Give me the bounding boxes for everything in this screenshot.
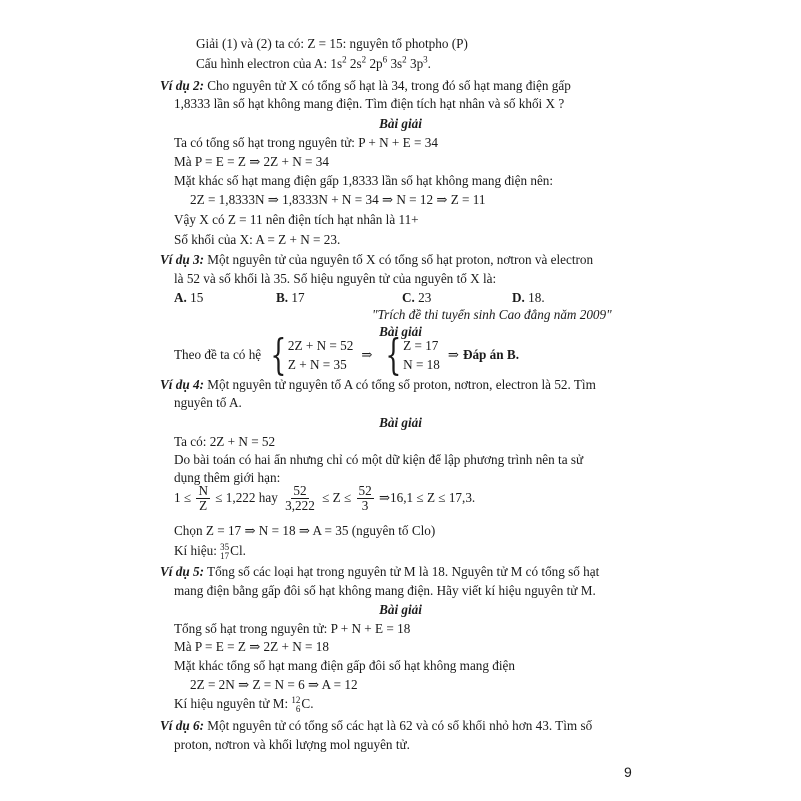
text-line: 2Z = 2N ⇒ Z = N = 6 ⇒ A = 12 — [190, 677, 358, 692]
text-line: Mà P = E = Z ⇒ 2Z + N = 18 — [174, 639, 329, 654]
example-5-line-2: mang điện bằng gấp đôi số hạt không mang điện. Hãy viết kí hiệu nguyên tử M. — [174, 583, 596, 598]
example-4-line-2: nguyên tố A. — [174, 395, 242, 410]
text-line: Ta có tổng số hạt trong nguyên tử: P + N + E = 34 — [174, 135, 438, 150]
example-label: Ví dụ 4: — [160, 377, 204, 392]
example-3-line-1: Ví dụ 3: Một nguyên tử của nguyên tố X có tổng số hạt proton, nơtron và electron — [160, 252, 594, 267]
text-line: 2Z = 1,8333N ⇒ 1,8333N + N = 34 ⇒ N = 12 ⇒ Z = 11 — [190, 192, 486, 207]
text-line: Ta có: 2Z + N = 52 — [174, 434, 276, 449]
text-line: dụng thêm giới hạn: — [174, 470, 281, 485]
text-line: Giải (1) và (2) ta có: Z = 15: nguyên tố photpho (P) — [196, 36, 468, 51]
text-line: Mặt khác tổng số hạt mang điện gấp đôi số hạt không mang điện — [174, 658, 515, 673]
text-line: Chọn Z = 17 ⇒ N = 18 ⇒ A = 35 (nguyên tố Clo) — [174, 523, 436, 538]
example-5-line-1: Ví dụ 5: Tổng số các loại hạt trong nguyên tử M là 18. Nguyên tử M có tổng số hạt — [160, 564, 600, 579]
text-line: Mặt khác số hạt mang điện gấp 1,8333 lần số hạt không mang điện nên: — [174, 173, 554, 188]
example-label: Ví dụ 3: — [160, 252, 204, 267]
answer: Đáp án B. — [462, 347, 520, 362]
text-line: Do bài toán có hai ẩn nhưng chỉ có một dữ kiện để lập phương trình nên ta sử — [174, 452, 584, 467]
text-line: Số khối của X: A = Z + N = 23. — [174, 232, 341, 247]
example-label: Ví dụ 5: — [160, 564, 204, 579]
equation-system: Theo đề ta có hệ { 2Z + N = 52 Z + N = 35 ⇒ { Z = 17 N = 18 ⇒ Đáp án B. — [174, 330, 520, 379]
inequality: 1 ≤ $\frac{N}{Z}$ ≤ 1,222 hay $\frac{52}{3,222}$ ≤ Z ≤ $\frac{52}{3}$ ⇒16,1 ≤ Z ≤ 17,3. — [174, 483, 476, 514]
text-line: Tổng số hạt trong nguyên tử: P + N + E = 18 — [174, 621, 411, 636]
element-symbol-line: Kí hiệu: 35 17 Cl. — [174, 541, 246, 561]
example-6-line-1: Ví dụ 6: Một nguyên tử có tổng số các hạt là 62 và có số khối nhỏ hơn 43. Tìm số — [160, 718, 593, 733]
electron-config-line: Cấu hình electron của A: $1s^2$ $2s^2$ $2p^6$ $3s^2$ $3p^3$. — [196, 54, 431, 71]
example-2-line-2: 1,8333 lần số hạt không mang điện. Tìm điện tích hạt nhân và số khối X ? — [174, 96, 565, 111]
exam-source: "Trích đề thi tuyển sinh Cao đẳng năm 2009" — [372, 307, 612, 322]
example-4-line-1: Ví dụ 4: Một nguyên tử nguyên tố A có tổng số proton, nơtron, electron là 52. Tìm — [160, 377, 596, 392]
text-line: Mà P = E = Z ⇒ 2Z + N = 34 — [174, 154, 329, 169]
example-3-line-2: là 52 và số khối là 35. Số hiệu nguyên tử của nguyên tố X là: — [174, 271, 497, 286]
example-2-line-1: Ví dụ 2: Cho nguyên tử X có tổng số hạt là 34, trong đó số hạt mang điện gấp — [160, 78, 571, 93]
solution-title: Bài giải — [379, 602, 422, 617]
brace: { — [385, 330, 402, 379]
example-6-line-2: proton, nơtron và khối lượng mol nguyên tử. — [174, 737, 410, 752]
example-label: Ví dụ 2: — [160, 78, 204, 93]
option-b: B. 17 — [276, 290, 305, 305]
brace: { — [270, 330, 287, 379]
solution-title: Bài giải — [379, 116, 422, 131]
text-line: Vậy X có Z = 11 nên điện tích hạt nhân là 11+ — [174, 212, 419, 227]
option-a: A. 15 — [174, 290, 204, 305]
option-d: D. 18. — [512, 290, 545, 305]
solution-title: Bài giải — [379, 415, 422, 430]
page-number: 9 — [624, 764, 632, 780]
element-symbol-line: Kí hiệu nguyên tử M: 12 6 C. — [174, 694, 314, 714]
option-c: C. 23 — [402, 290, 432, 305]
solution-title: Bài giải — [379, 324, 422, 339]
example-label: Ví dụ 6: — [160, 718, 204, 733]
